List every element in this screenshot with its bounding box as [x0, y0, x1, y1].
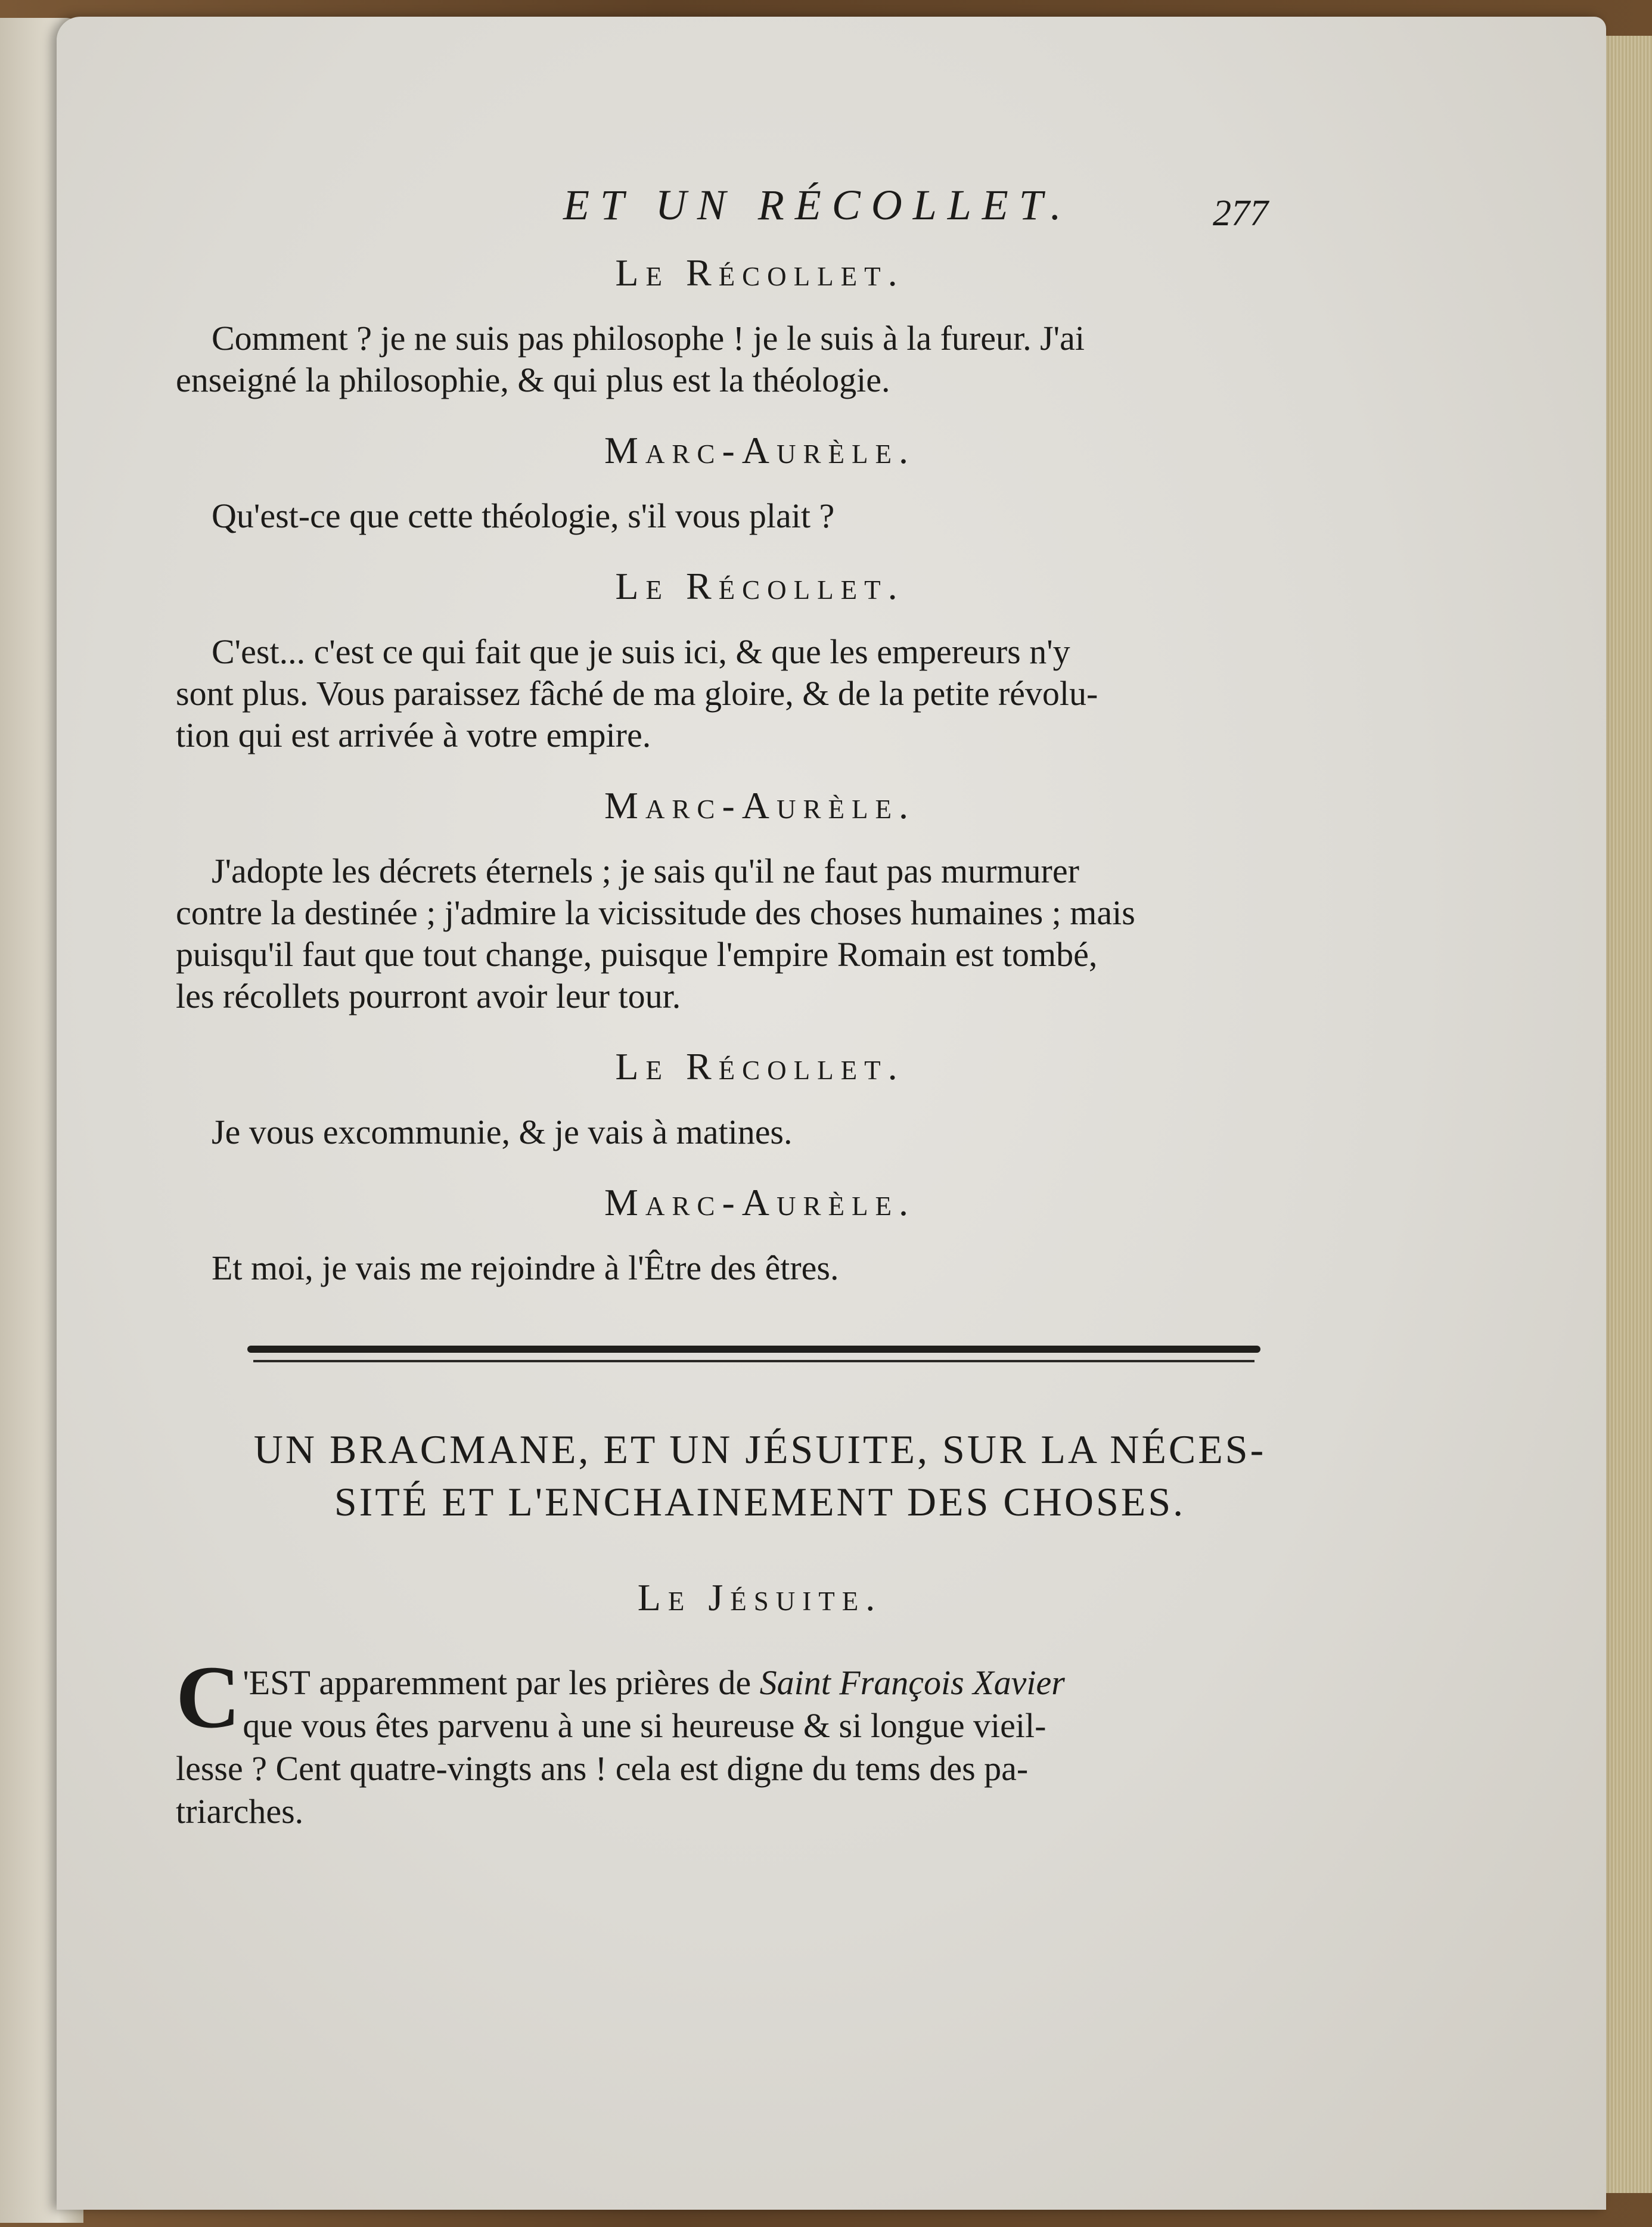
page-number: 277	[1213, 193, 1268, 234]
speaker-heading: Marc-Aurèle.	[604, 784, 915, 827]
speaker-heading: Marc-Aurèle.	[604, 1181, 915, 1223]
speaker-heading: Le Récollet.	[615, 1045, 905, 1088]
book-page	[57, 17, 1606, 2210]
opening-smallcaps: 'EST	[243, 1663, 310, 1702]
speech-line: tion qui est arrivée à votre empire.	[176, 716, 651, 754]
divider-thin-rule	[253, 1360, 1254, 1362]
speech-line: les récollets pourront avoir leur tour.	[176, 977, 681, 1015]
speaker-heading: Marc-Aurèle.	[604, 429, 915, 471]
section-title-line: SITÉ ET L'ENCHAINEMENT DES CHOSES.	[334, 1479, 1186, 1524]
speech-line: C'est... c'est ce qui fait que je suis ici, & que les empereurs n'y	[212, 632, 1070, 671]
section-title-line: UN BRACMANE, ET UN JÉSUITE, SUR LA NÉCES-	[253, 1427, 1266, 1472]
speaker-heading: Le Jésuite.	[637, 1576, 883, 1619]
divider-thick-rule	[247, 1346, 1260, 1353]
opening-text: triarches.	[176, 1792, 304, 1831]
speaker-heading: Le Récollet.	[615, 251, 905, 294]
running-head	[176, 169, 1344, 234]
speech-line: Je vous excommunie, & je vais à matines.	[212, 1113, 793, 1151]
opening-text: que vous êtes parvenu à une si heureuse & si longue vieil-	[243, 1706, 1047, 1745]
opening-text: apparemment par les prières de	[310, 1663, 760, 1702]
speech-line: sont plus. Vous paraissez fâché de ma gloire, & de la petite révolu-	[176, 674, 1098, 713]
opening-paragraph	[176, 1648, 1344, 1833]
opening-text: lesse ? Cent quatre-vingts ans ! cela est digne du tems des pa-	[176, 1749, 1029, 1788]
speaker-heading: Le Récollet.	[615, 565, 905, 607]
speech-line: enseigné la philosophie, & qui plus est la théologie.	[176, 361, 890, 399]
speech-line: puisqu'il faut que tout change, puisque l'empire Romain est tombé,	[176, 935, 1098, 974]
dialogue	[176, 252, 1344, 1289]
speech-line: Comment ? je ne suis pas philosophe ! je le suis à la fureur. J'ai	[212, 319, 1085, 358]
speech-line: Et moi, je vais me rejoindre à l'Être des êtres.	[212, 1248, 839, 1287]
running-title: ET UN RÉCOLLET.	[563, 181, 1072, 229]
speech-line: J'adopte les décrets éternels ; je sais qu'il ne faut pas murmurer	[212, 852, 1079, 890]
drop-capital: C	[176, 1648, 241, 1747]
new-dialogue-section	[176, 1423, 1344, 1833]
opening-italic: Saint François Xavier	[759, 1663, 1065, 1702]
section-divider	[247, 1346, 1260, 1369]
speech-line: Qu'est-ce que cette théologie, s'il vous plait ?	[212, 496, 835, 535]
speech-line: contre la destinée ; j'admire la vicissitude des choses humaines ; mais	[176, 893, 1135, 932]
